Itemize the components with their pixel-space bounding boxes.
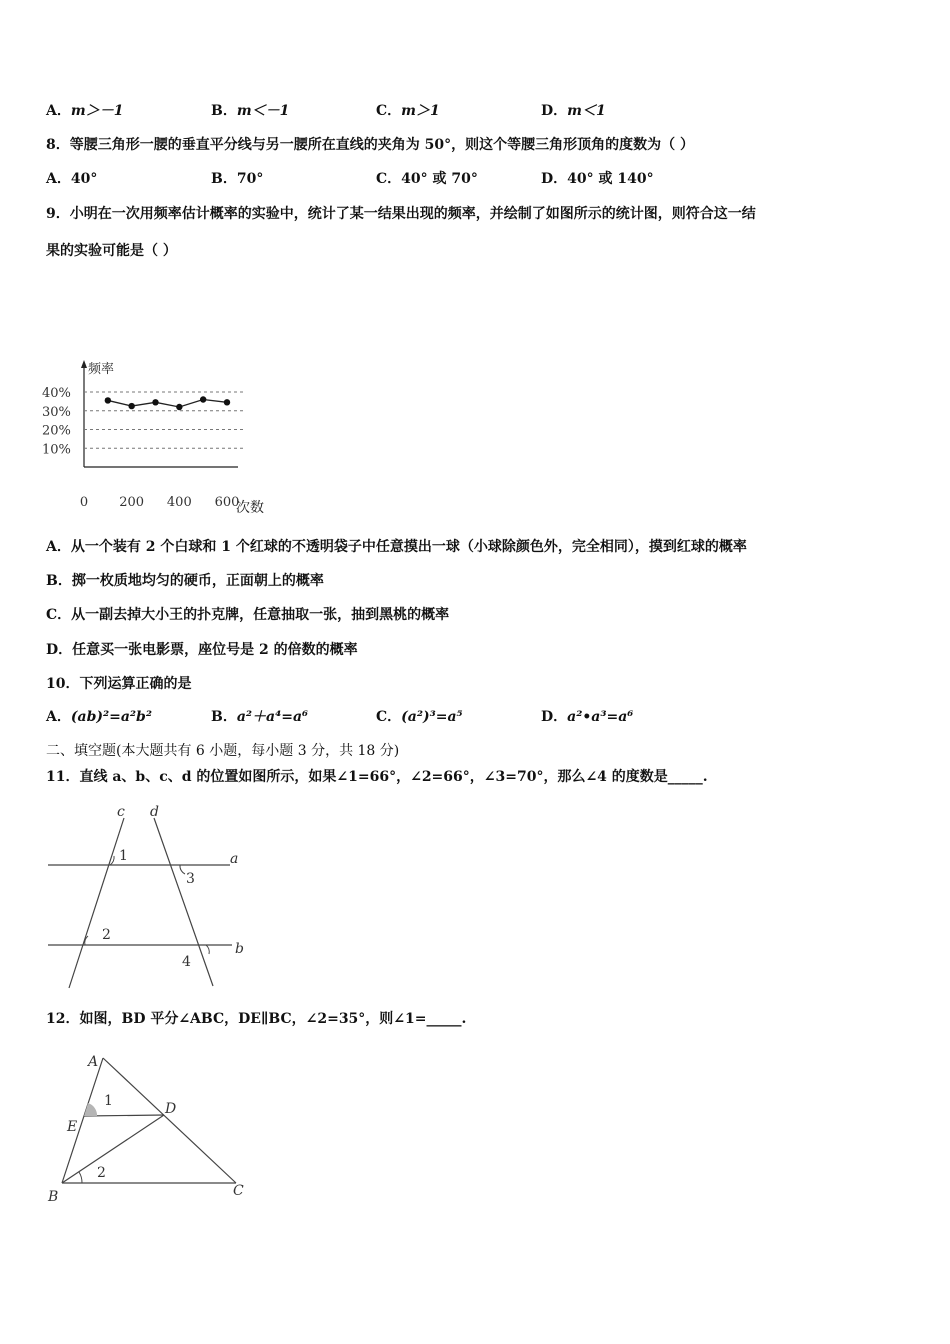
label-angle-1: 1 — [119, 848, 128, 864]
label-b: b — [235, 941, 244, 957]
q9-option-c: C．从一副去掉大小王的扑克牌，任意抽取一张，抽到黑桃的概率 — [46, 607, 450, 623]
data-point — [224, 399, 230, 405]
label-C: C — [233, 1183, 244, 1199]
angle-3-arc — [180, 865, 185, 874]
angle-2-arc — [79, 1172, 82, 1183]
q8-option-d: D．40° 或 140° — [541, 171, 654, 187]
q11-figure — [40, 800, 260, 999]
label-angle-3: 3 — [186, 871, 195, 887]
q10-option-a: A．(ab)²=a²b² — [46, 709, 152, 725]
line-c — [69, 818, 124, 988]
angle-4-arc — [206, 945, 209, 954]
data-point — [200, 396, 206, 402]
section-2-heading: 二、填空题(本大题共有 6 小题，每小题 3 分，共 18 分) — [46, 743, 400, 759]
y-tick-label: 30% — [42, 404, 71, 420]
x-tick-label: 400 — [166, 495, 192, 510]
q8-option-a: A．40° — [46, 171, 98, 187]
q7-option-b: B．m＜－1 — [211, 103, 290, 119]
q11-stem: 11．直线 a、b、c、d 的位置如图所示，如果∠1=66°，∠2=66°，∠3=70°，那么∠4 的度数是_____. — [46, 769, 708, 785]
q12-stem: 12．如图，BD 平分∠ABC，DE∥BC，∠2=35°，则∠1=_____. — [46, 1011, 467, 1027]
q9-option-b: B．掷一枚质地均匀的硬币，正面朝上的概率 — [46, 573, 324, 589]
x-tick-label: 200 — [119, 495, 145, 510]
series-line — [108, 400, 227, 408]
q9-option-a: A．从一个装有 2 个白球和 1 个红球的不透明袋子中任意摸出一球（小球除颜色外，完全相同），摸到红球的概率 — [46, 539, 747, 555]
q8-option-b: B．70° — [211, 171, 264, 187]
y-axis-label: 频率 — [88, 362, 115, 377]
x-axis-label: 次数 — [236, 500, 264, 516]
data-point — [176, 404, 182, 410]
label-A: A — [88, 1054, 99, 1070]
frequency-chart-svg — [38, 355, 278, 520]
y-tick-label: 40% — [42, 386, 71, 401]
q9-stem-line1: 9．小明在一次用频率估计概率的实验中，统计了某一结果出现的频率，并绘制了如图所示的统计图，则符合这一结 — [46, 206, 756, 222]
frequency-chart — [38, 355, 278, 524]
segment-ac — [103, 1058, 236, 1183]
q9-option-d: D．任意买一张电影票，座位号是 2 的倍数的概率 — [46, 642, 358, 658]
q10-option-c: C．(a²)³=a⁵ — [376, 709, 463, 725]
y-axis-arrow — [81, 360, 87, 368]
label-D: D — [165, 1101, 177, 1117]
data-point — [105, 397, 111, 403]
label-angle-2: 2 — [97, 1165, 106, 1181]
label-d: d — [150, 804, 159, 820]
q9-stem-line2: 果的实验可能是（ ） — [46, 243, 177, 259]
y-tick-label: 10% — [42, 442, 71, 458]
q8-stem: 8．等腰三角形一腰的垂直平分线与另一腰所在直线的夹角为 50°，则这个等腰三角形顶角的度数为（ ） — [46, 137, 694, 153]
data-point — [152, 399, 158, 405]
q10-option-d: D．a²•a³=a⁶ — [541, 709, 634, 725]
data-point — [128, 403, 134, 409]
x-tick-label: 600 — [214, 495, 240, 510]
segment-bd — [62, 1115, 164, 1183]
label-E: E — [67, 1119, 78, 1135]
q12-figure-svg — [40, 1045, 260, 1210]
q7-option-c: C．m＞1 — [376, 103, 440, 119]
q10-option-b: B．a²＋a⁴=a⁶ — [211, 709, 309, 725]
q12-figure — [40, 1045, 260, 1214]
q7-option-a: A．m＞－1 — [46, 103, 124, 119]
label-a: a — [230, 851, 239, 867]
label-angle-1: 1 — [104, 1093, 113, 1109]
y-tick-label: 20% — [42, 423, 71, 439]
q7-option-d: D．m＜1 — [541, 103, 606, 119]
x-tick-label: 0 — [79, 495, 89, 510]
q10-stem: 10．下列运算正确的是 — [46, 676, 192, 692]
label-angle-4: 4 — [182, 954, 191, 970]
label-B: B — [48, 1189, 59, 1205]
q8-option-c: C．40° 或 70° — [376, 171, 478, 187]
label-c: c — [117, 804, 125, 820]
q11-figure-svg — [40, 800, 260, 995]
label-angle-2: 2 — [102, 927, 111, 943]
